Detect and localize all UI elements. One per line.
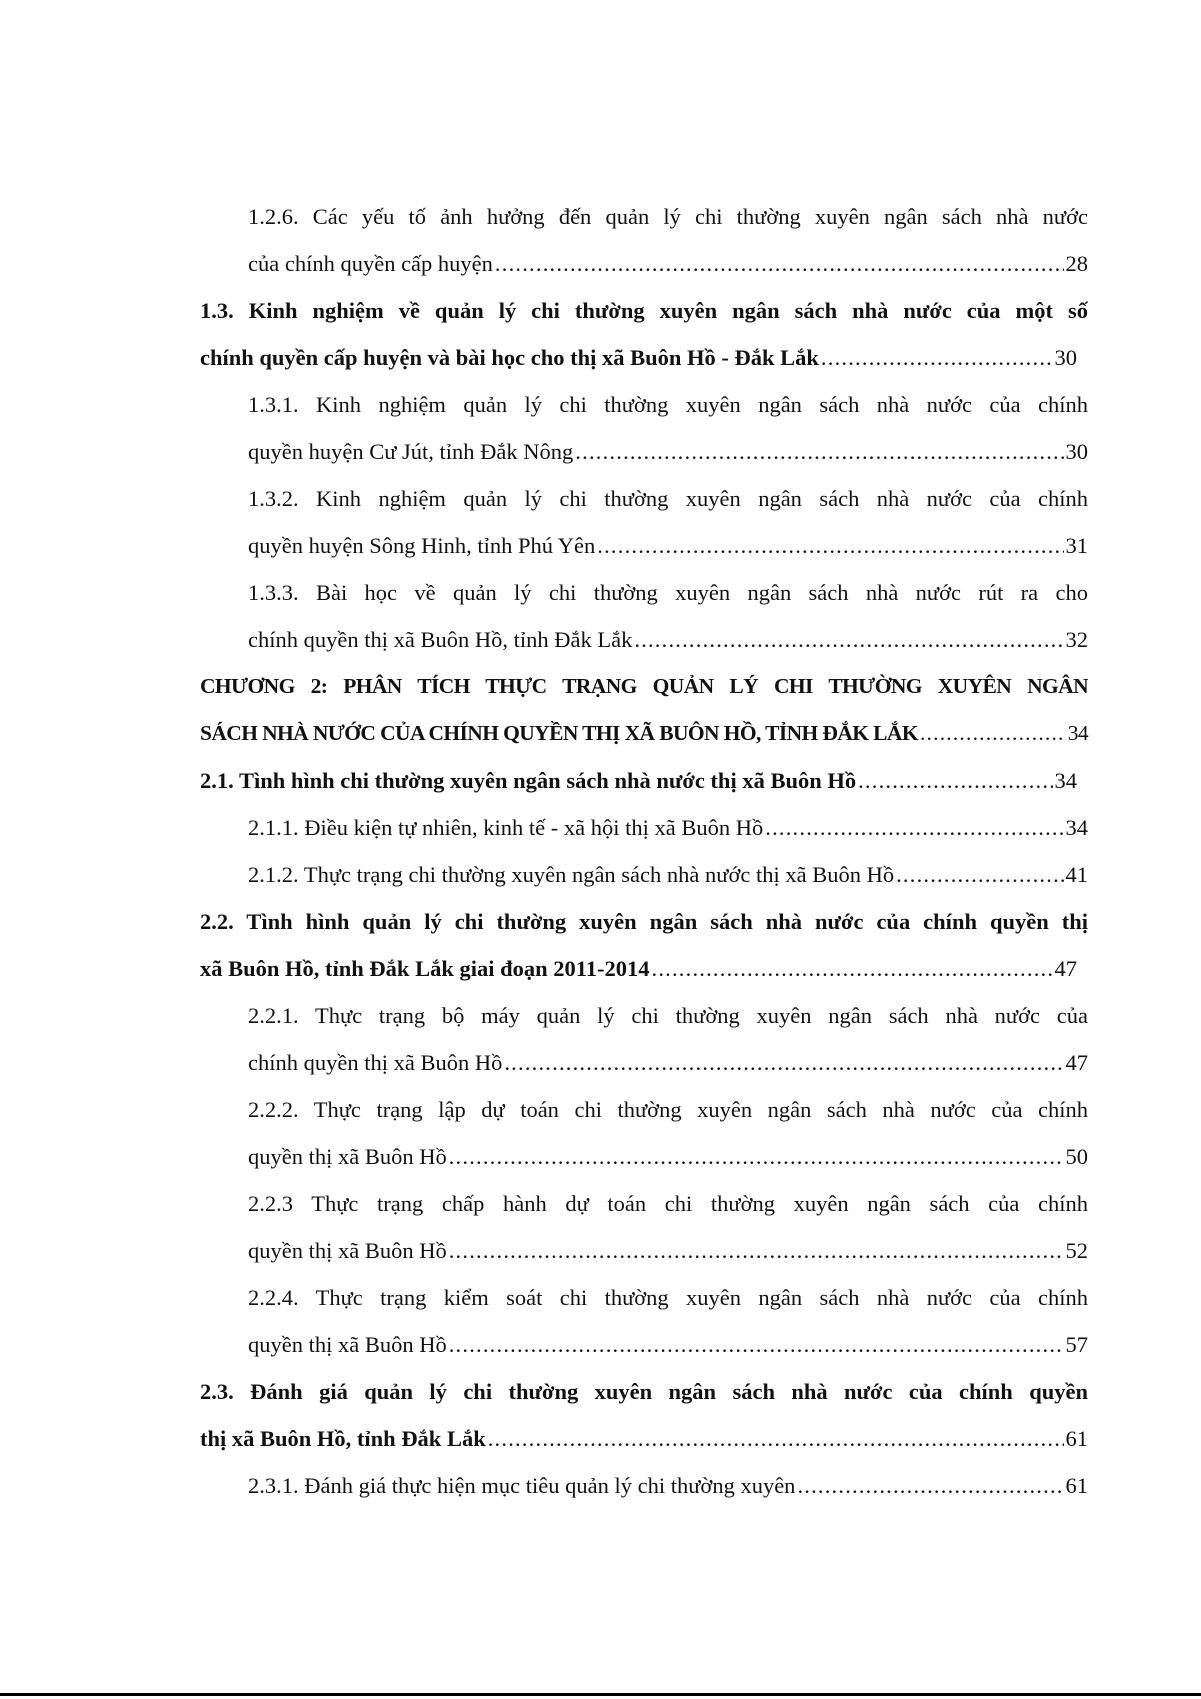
toc-entry-leader-line xyxy=(248,804,1088,851)
toc-entry-leader-line xyxy=(200,1415,1088,1462)
page-number: 28 xyxy=(1065,251,1088,276)
toc-entry-1-3 xyxy=(200,287,1088,381)
toc-entry-1-2-6 xyxy=(200,193,1088,287)
toc-entry-leader-line xyxy=(248,1321,1088,1368)
page-number: 32 xyxy=(1065,627,1088,652)
toc-entry-leader-line xyxy=(248,428,1088,475)
toc-entry-title-continued: xã Buôn Hồ, tỉnh Đắk Lắk giai đoạn 2011-2014 xyxy=(200,956,650,981)
toc-entry-2-2-1 xyxy=(200,992,1088,1086)
toc-entry-2-3-1 xyxy=(200,1462,1088,1509)
toc-entry-2-2 xyxy=(200,898,1088,992)
dot-leader xyxy=(449,1227,1064,1274)
toc-chapter-title-continued: SÁCH NHÀ NƯỚC CỦA CHÍNH QUYỀN THỊ XÃ BUÔN HỒ, TỈNH ĐẮK LẮK xyxy=(200,721,918,745)
toc-entry-title: 2.2.2. Thực trạng lập dự toán chi thường xuyên ngân sách nhà nước của chính xyxy=(248,1097,1088,1122)
toc-entry-title-continued: quyền thị xã Buôn Hồ xyxy=(248,1332,447,1357)
toc-entry-leader-line xyxy=(200,334,1077,381)
toc-entry-2-2-2 xyxy=(200,1086,1088,1180)
toc-entry-leader-line xyxy=(200,757,1077,804)
page-number: 34 xyxy=(1067,721,1088,745)
page-number: 47 xyxy=(1054,956,1077,981)
page-number: 30 xyxy=(1065,439,1088,464)
toc-entry-1-3-2 xyxy=(200,475,1088,569)
toc-entry-title-continued: chính quyền thị xã Buôn Hồ xyxy=(248,1050,503,1075)
toc-entry-2-1-1 xyxy=(200,804,1088,851)
page-number: 31 xyxy=(1065,533,1088,558)
toc-entry-title: 2.3. Đánh giá quản lý chi thường xuyên ngân sách nhà nước của chính quyền xyxy=(200,1379,1088,1404)
toc-entry-leader-line xyxy=(248,616,1088,663)
toc-chapter-title: CHƯƠNG 2: PHÂN TÍCH THỰC TRẠNG QUẢN LÝ CHI THƯỜNG XUYÊN NGÂN xyxy=(200,674,1088,698)
page-number: 61 xyxy=(1065,1473,1088,1498)
toc-entry-leader-line xyxy=(200,945,1077,992)
dot-leader xyxy=(765,804,1063,851)
toc-entry-title: 1.3.2. Kinh nghiệm quản lý chi thường xuyên ngân sách nhà nước của chính xyxy=(248,486,1088,511)
dot-leader xyxy=(634,616,1063,663)
toc-entry-title: 1.3. Kinh nghiệm về quản lý chi thường xuyên ngân sách nhà nước của một số xyxy=(200,298,1088,323)
page-number: 30 xyxy=(1054,345,1077,370)
page-number: 52 xyxy=(1065,1238,1088,1263)
toc-entry-title: 1.3.1. Kinh nghiệm quản lý chi thường xuyên ngân sách nhà nước của chính xyxy=(248,392,1088,417)
toc-entry-title-continued: quyền huyện Sông Hinh, tỉnh Phú Yên xyxy=(248,533,596,558)
dot-leader xyxy=(504,1039,1063,1086)
toc-entry-leader-line xyxy=(248,240,1088,287)
toc-entry-title-continued: thị xã Buôn Hồ, tỉnh Đắk Lắk xyxy=(200,1426,486,1451)
page-bottom-edge xyxy=(0,1693,1201,1696)
toc-entry-title: 1.2.6. Các yếu tố ảnh hưởng đến quản lý chi thường xuyên ngân sách nhà nước xyxy=(248,204,1088,229)
toc-entry-2-2-3 xyxy=(200,1180,1088,1274)
dot-leader xyxy=(597,522,1063,569)
page-number: 34 xyxy=(1054,768,1077,793)
dot-leader xyxy=(652,945,1053,992)
page-number: 41 xyxy=(1065,862,1088,887)
toc-entry-title: 2.1.2. Thực trạng chi thường xuyên ngân sách nhà nước thị xã Buôn Hồ xyxy=(248,862,895,887)
table-of-contents xyxy=(200,193,1088,1509)
toc-entry-1-3-3 xyxy=(200,569,1088,663)
toc-entry-1-3-1 xyxy=(200,381,1088,475)
toc-entry-title: 2.2. Tình hình quản lý chi thường xuyên ngân sách nhà nước của chính quyền thị xyxy=(200,909,1088,934)
toc-entry-title-continued: quyền huyện Cư Jút, tỉnh Đắk Nông xyxy=(248,439,574,464)
page-number: 57 xyxy=(1065,1332,1088,1357)
dot-leader xyxy=(449,1133,1064,1180)
toc-entry-title: 2.3.1. Đánh giá thực hiện mục tiêu quản lý chi thường xuyên xyxy=(248,1473,796,1498)
dot-leader xyxy=(495,240,1064,287)
dot-leader xyxy=(449,1321,1064,1368)
dot-leader xyxy=(896,851,1063,898)
dot-leader xyxy=(821,334,1053,381)
toc-entry-2-3 xyxy=(200,1368,1088,1462)
toc-entry-title-continued: của chính quyền cấp huyện xyxy=(248,251,493,276)
toc-entry-title: 2.1. Tình hình chi thường xuyên ngân sách nhà nước thị xã Buôn Hồ xyxy=(200,768,857,793)
toc-entry-title: 2.2.4. Thực trạng kiểm soát chi thường xuyên ngân sách nhà nước của chính xyxy=(248,1285,1088,1310)
toc-entry-2-2-4 xyxy=(200,1274,1088,1368)
toc-entry-leader-line xyxy=(248,522,1088,569)
toc-entry-2-1-2 xyxy=(200,851,1088,898)
dot-leader xyxy=(575,428,1063,475)
toc-entry-title: 2.2.1. Thực trạng bộ máy quản lý chi thường xuyên ngân sách nhà nước của xyxy=(248,1003,1088,1028)
toc-entry-title: 2.2.3 Thực trạng chấp hành dự toán chi thường xuyên ngân sách của chính xyxy=(248,1191,1088,1216)
toc-entry-title-continued: quyền thị xã Buôn Hồ xyxy=(248,1144,447,1169)
page-number: 47 xyxy=(1065,1050,1088,1075)
toc-entry-chapter-2 xyxy=(200,663,1088,757)
toc-entry-leader-line xyxy=(248,1039,1088,1086)
dot-leader xyxy=(920,710,1066,757)
dot-leader xyxy=(858,757,1052,804)
toc-entry-title: 2.1.1. Điều kiện tự nhiên, kinh tế - xã hội thị xã Buôn Hồ xyxy=(248,815,764,840)
toc-entry-title-continued: chính quyền cấp huyện và bài học cho thị xã Buôn Hồ - Đắk Lắk xyxy=(200,345,819,370)
dot-leader xyxy=(488,1415,1064,1462)
dot-leader xyxy=(797,1462,1063,1509)
toc-entry-leader-line xyxy=(248,1227,1088,1274)
page-number: 61 xyxy=(1065,1426,1088,1451)
toc-entry-leader-line xyxy=(248,1462,1088,1509)
toc-entry-leader-line xyxy=(248,1133,1088,1180)
toc-entry-title-continued: chính quyền thị xã Buôn Hồ, tỉnh Đắk Lắk xyxy=(248,627,633,652)
toc-entry-leader-line xyxy=(248,851,1088,898)
page-number: 34 xyxy=(1065,815,1088,840)
toc-entry-2-1 xyxy=(200,757,1088,804)
toc-entry-leader-line xyxy=(200,710,1088,757)
toc-entry-title-continued: quyền thị xã Buôn Hồ xyxy=(248,1238,447,1263)
toc-entry-title: 1.3.3. Bài học về quản lý chi thường xuyên ngân sách nhà nước rút ra cho xyxy=(248,580,1088,605)
page-number: 50 xyxy=(1065,1144,1088,1169)
